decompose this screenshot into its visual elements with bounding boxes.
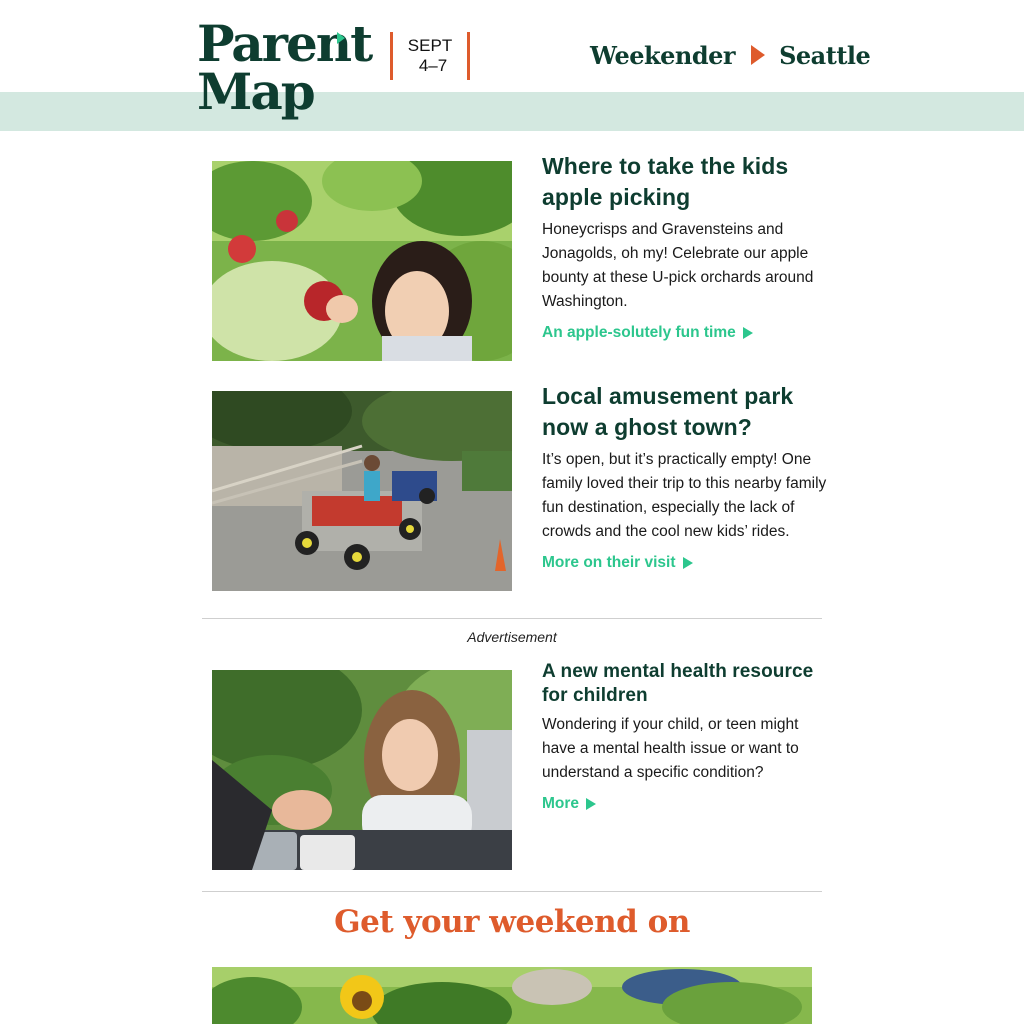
article-link-label: An apple-solutely fun time bbox=[542, 324, 736, 341]
issue-date-days: 4–7 bbox=[418, 56, 448, 75]
divider bbox=[202, 618, 822, 619]
sunflower-photo[interactable] bbox=[212, 967, 812, 1024]
article-summary: It’s open, but it’s practically empty! One family loved their trip to this nearby family fun destination, especially the lack of crowds and the cool new kids’ rides. bbox=[542, 451, 827, 540]
article-title[interactable]: Where to take the kids apple picking bbox=[542, 153, 789, 210]
article-summary: Wondering if your child, or teen might have a mental health issue or want to understand a specific condition? bbox=[542, 716, 799, 781]
article-link[interactable] bbox=[542, 795, 596, 813]
article-title[interactable]: A new mental health resource for children bbox=[542, 661, 814, 706]
header-band bbox=[0, 92, 1024, 131]
article-apple-picking bbox=[542, 151, 827, 342]
article-link-label: More bbox=[542, 795, 580, 812]
article-link-label: More on their visit bbox=[542, 554, 676, 571]
mental-health-photo[interactable] bbox=[212, 670, 512, 870]
play-arrow-icon bbox=[586, 798, 596, 810]
article-title[interactable]: Local amusement park now a ghost town? bbox=[542, 383, 794, 440]
advertisement-label: Advertisement bbox=[467, 629, 557, 645]
issue-date-month: SEPT bbox=[407, 36, 453, 55]
apple-picking-photo[interactable] bbox=[212, 161, 512, 361]
logo-word-map: Map bbox=[197, 62, 314, 121]
article-mental-health bbox=[542, 660, 827, 813]
logo-triangle-icon bbox=[337, 32, 345, 44]
issue-date bbox=[390, 32, 470, 80]
amusement-park-photo[interactable] bbox=[212, 391, 512, 591]
divider bbox=[202, 891, 822, 892]
article-link[interactable] bbox=[542, 324, 753, 342]
edition-city: Seattle bbox=[779, 40, 871, 70]
article-amusement-park bbox=[542, 381, 827, 572]
section-title: Get your weekend on bbox=[334, 904, 690, 940]
play-arrow-icon bbox=[683, 557, 693, 569]
logo-word-parent: Parent bbox=[197, 14, 372, 73]
play-arrow-icon bbox=[751, 45, 765, 65]
play-arrow-icon bbox=[743, 327, 753, 339]
article-summary: Honeycrisps and Gravensteins and Jonagolds, oh my! Celebrate our apple bounty at these U-pick orchards around Washington. bbox=[542, 221, 814, 310]
edition-name: Weekender bbox=[590, 40, 736, 70]
article-link[interactable] bbox=[542, 554, 693, 572]
parentmap-logo[interactable] bbox=[197, 14, 372, 121]
edition-title bbox=[590, 38, 870, 72]
